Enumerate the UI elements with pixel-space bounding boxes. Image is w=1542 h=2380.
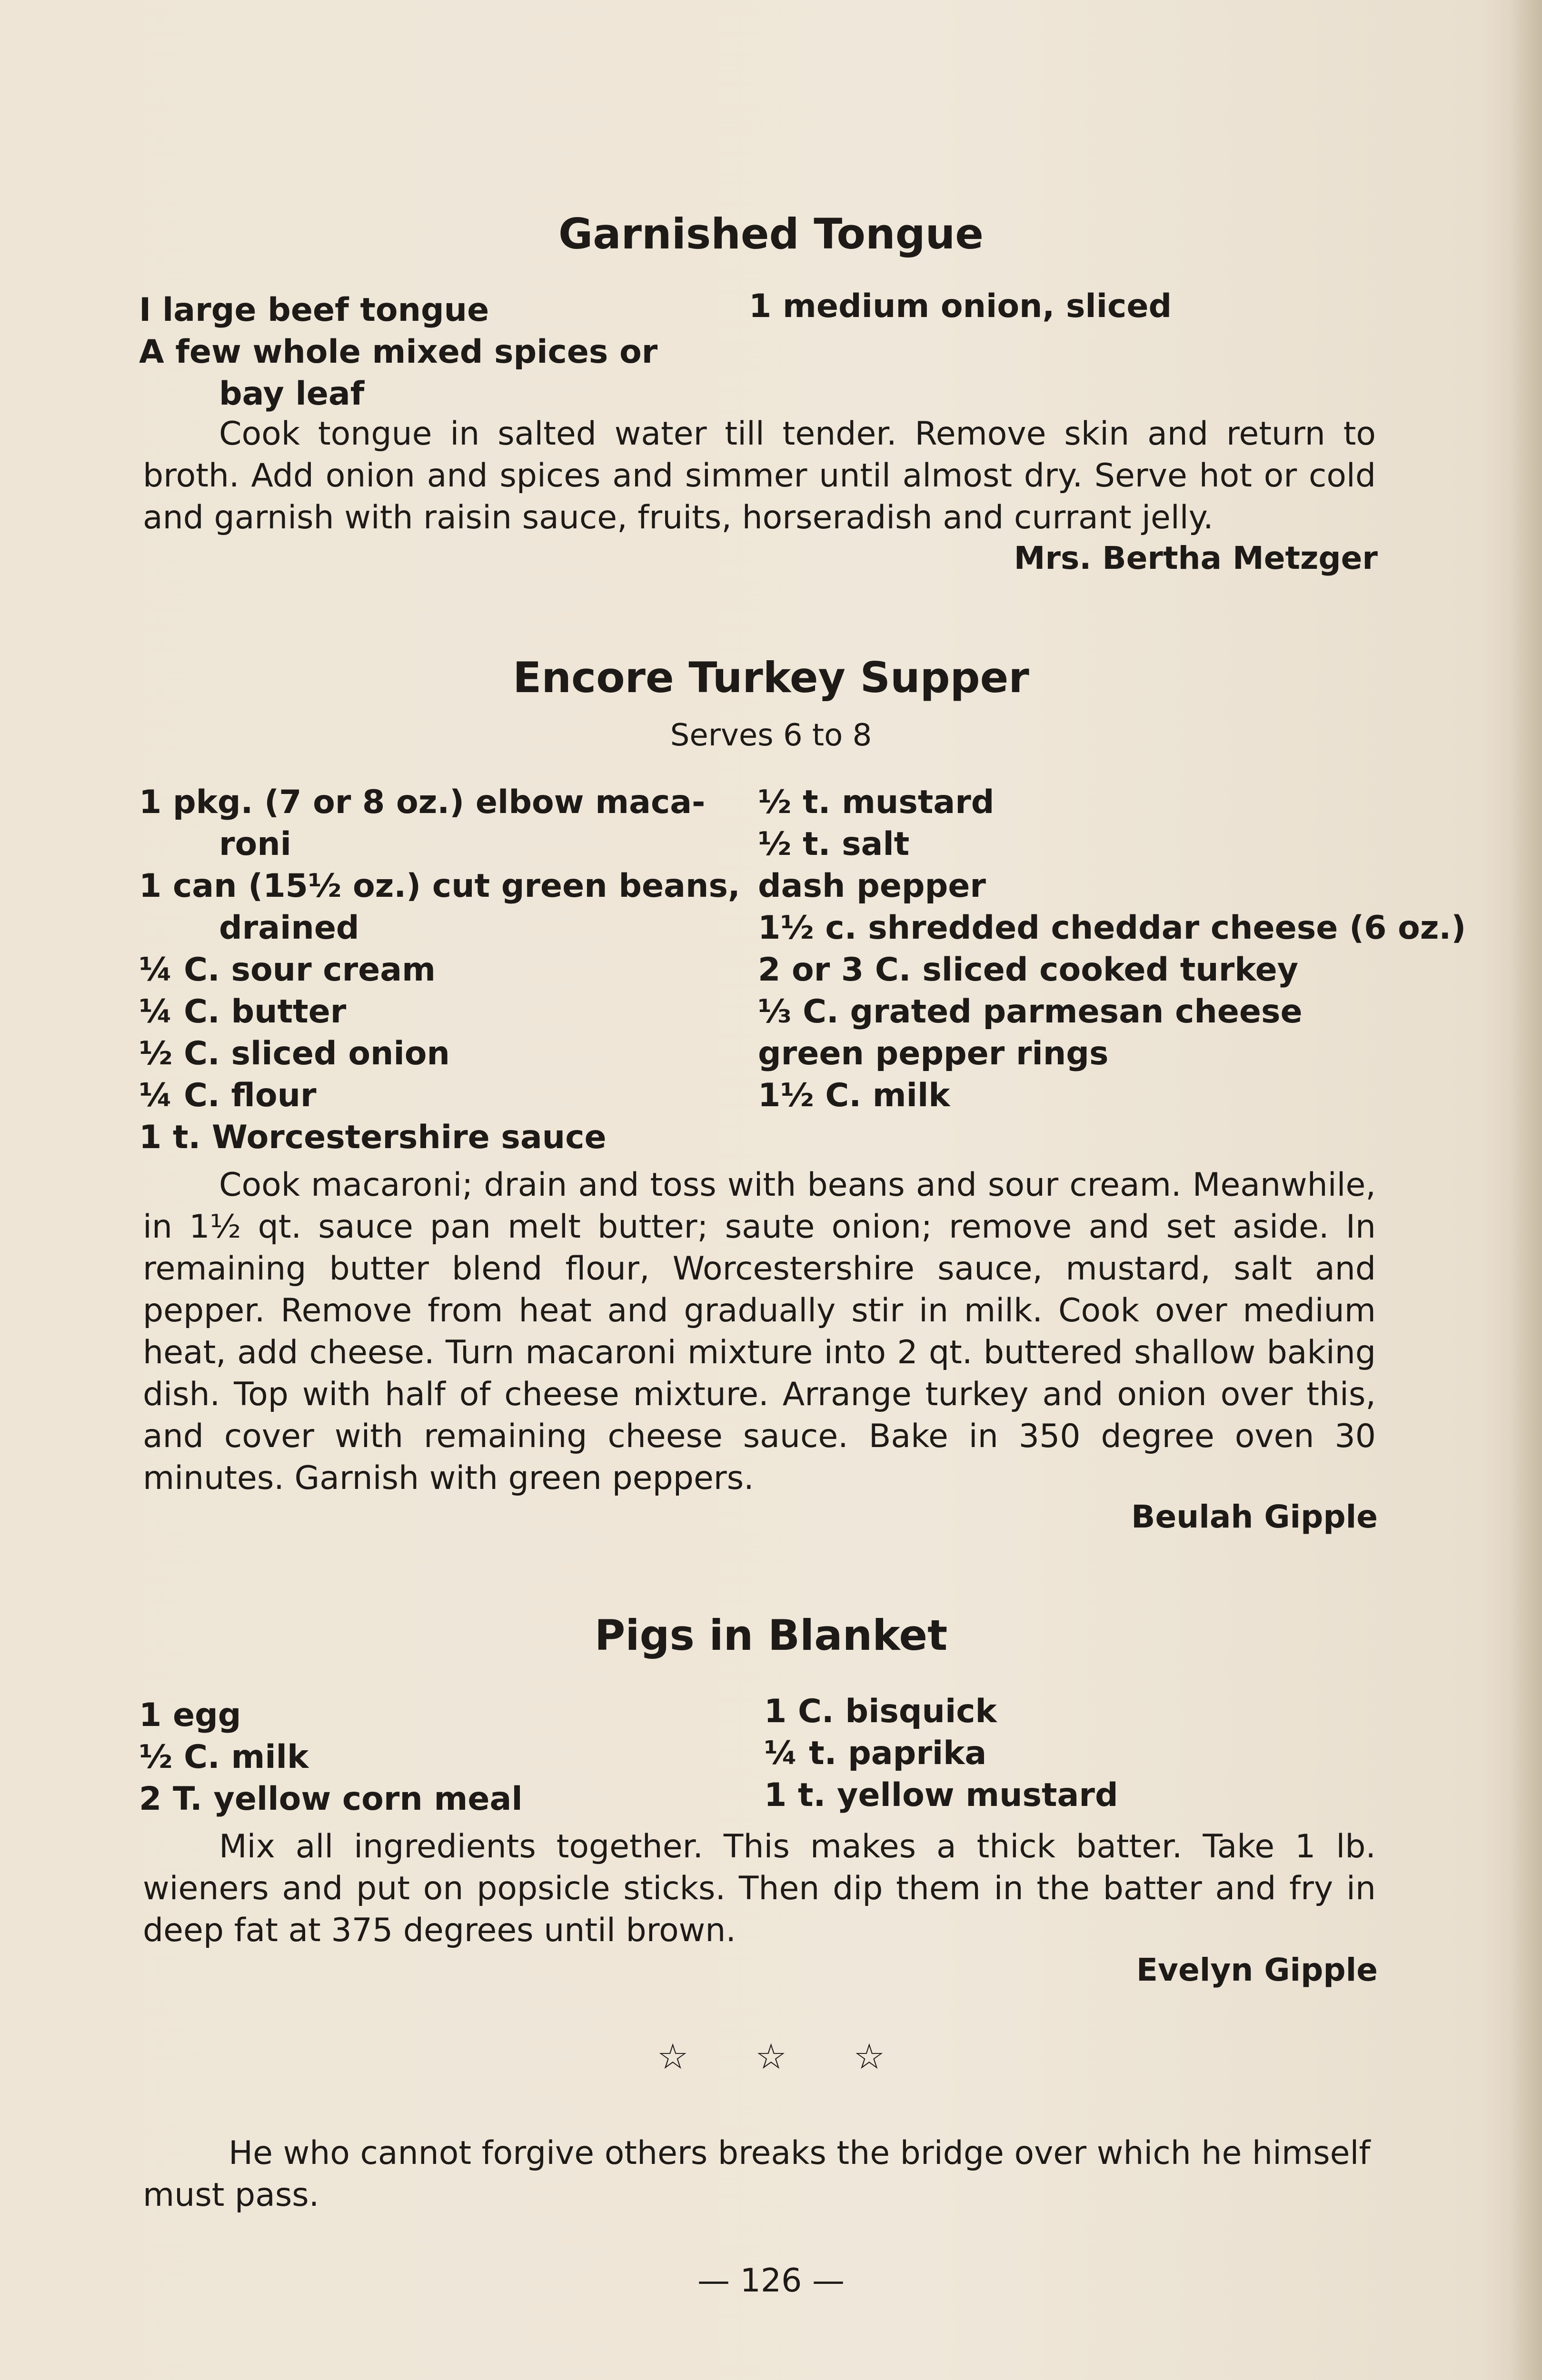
ingredient-line: ¼ C. butter xyxy=(139,993,347,1031)
directions-text: Cook macaroni; drain and toss with beans and sour cream. Meanwhile, in 1½ qt. sauce pan melt butter; saute onion; remove and set aside. In remaining butter blend flour, Worcestershire sauce, mustard, salt and pepper. Remove from heat and gradually stir in milk. Cook over medium heat, add cheese. Turn macaroni mixture into 2 qt. buttered shallow baking dish. Top with half of cheese mixture. Arrange turkey and onion over this, and cover with remaining cheese sauce. Bake in 350 degree oven 30 minutes. Garnish with green peppers. xyxy=(143,1166,1376,1497)
ingredient-line: A few whole mixed spices or xyxy=(139,333,658,371)
author-encore-turkey-supper: Beulah Gipple xyxy=(1131,1498,1378,1535)
author-pigs-in-blanket: Evelyn Gipple xyxy=(1136,1952,1378,1988)
ingredient-line: 1 pkg. (7 or 8 oz.) elbow maca- xyxy=(139,783,706,821)
ingredient-line: ½ C. milk xyxy=(139,1738,309,1776)
ingredients-left-garnished-tongue xyxy=(139,289,657,415)
ingredients-left-pigs-in-blanket xyxy=(139,1695,523,1820)
ingredient-line: dash pepper xyxy=(758,867,986,905)
directions-text: Mix all ingredients together. This makes a thick batter. Take 1 lb. wieners and put on popsicle sticks. Then dip them in the batter and fry in deep fat at 375 degrees until brown. xyxy=(143,1828,1376,1949)
ingredient-line: 1½ C. milk xyxy=(758,1077,950,1114)
recipe-title-pigs-in-blanket: Pigs in Blanket xyxy=(594,1611,948,1660)
recipe-title-garnished-tongue: Garnished Tongue xyxy=(558,209,984,258)
ingredient-line: 2 or 3 C. sliced cooked turkey xyxy=(758,951,1299,989)
ingredient-line: 2 T. yellow corn meal xyxy=(139,1780,523,1818)
ingredient-line: ½ t. mustard xyxy=(758,783,995,821)
quote-text: He who cannot forgive others breaks the bridge over which he himself must pass. xyxy=(143,2134,1371,2214)
directions-text: Cook tongue in salted water till tender. Remove skin and return to broth. Add onion and spices and simmer until almost dry. Serve hot or cold and garnish with raisin sauce, fruits, horseradish and currant jelly. xyxy=(143,415,1376,536)
ingredient-line: 1 can (15½ oz.) cut green beans, xyxy=(139,867,740,905)
page-edge-shadow xyxy=(1509,0,1542,2380)
page-number: — 126 — xyxy=(697,2262,845,2300)
star-divider xyxy=(0,2036,1542,2077)
recipe-title-encore-turkey-supper: Encore Turkey Supper xyxy=(513,653,1029,702)
ingredient-line: ¼ t. paprika xyxy=(764,1735,987,1772)
ingredient-line: ¼ C. flour xyxy=(139,1077,317,1114)
ingredient-line: 1 C. bisquick xyxy=(764,1693,997,1730)
ingredient-line: 1 egg xyxy=(139,1696,241,1734)
ingredients-right-pigs-in-blanket xyxy=(764,1691,1118,1816)
ingredient-line: ¼ C. sour cream xyxy=(139,951,436,989)
ingredient-line: ½ C. sliced onion xyxy=(139,1035,450,1072)
ingredient-line: I large beef tongue xyxy=(139,291,489,329)
author-garnished-tongue: Mrs. Bertha Metzger xyxy=(1014,540,1378,576)
ingredient-line: green pepper rings xyxy=(758,1035,1109,1072)
ingredients-left-encore-turkey-supper xyxy=(139,782,740,1159)
ingredient-line: 1 medium onion, sliced xyxy=(749,288,1172,325)
star-icon: ☆ xyxy=(657,2036,689,2077)
ingredient-line: bay leaf xyxy=(219,375,365,413)
serves-note: Serves 6 to 8 xyxy=(670,718,872,753)
closing-quote xyxy=(143,2132,1376,2216)
ingredient-line: ½ t. salt xyxy=(758,825,910,863)
ingredient-line: 1 t. yellow mustard xyxy=(764,1776,1118,1814)
ingredient-line: 1 t. Worcestershire sauce xyxy=(139,1119,607,1156)
star-icon: ☆ xyxy=(755,2036,787,2077)
ingredients-right-garnished-tongue xyxy=(749,286,1172,327)
ingredient-line: 1½ c. shredded cheddar cheese (6 oz.) xyxy=(758,909,1466,947)
directions-garnished-tongue xyxy=(143,413,1376,539)
star-icon: ☆ xyxy=(853,2036,885,2077)
ingredient-line: roni xyxy=(219,825,291,863)
ingredients-right-encore-turkey-supper xyxy=(758,782,1466,1117)
ingredient-line: ⅓ C. grated parmesan cheese xyxy=(758,993,1303,1031)
directions-pigs-in-blanket xyxy=(143,1826,1376,1952)
ingredient-line: drained xyxy=(219,909,359,947)
directions-encore-turkey-supper xyxy=(143,1164,1376,1499)
